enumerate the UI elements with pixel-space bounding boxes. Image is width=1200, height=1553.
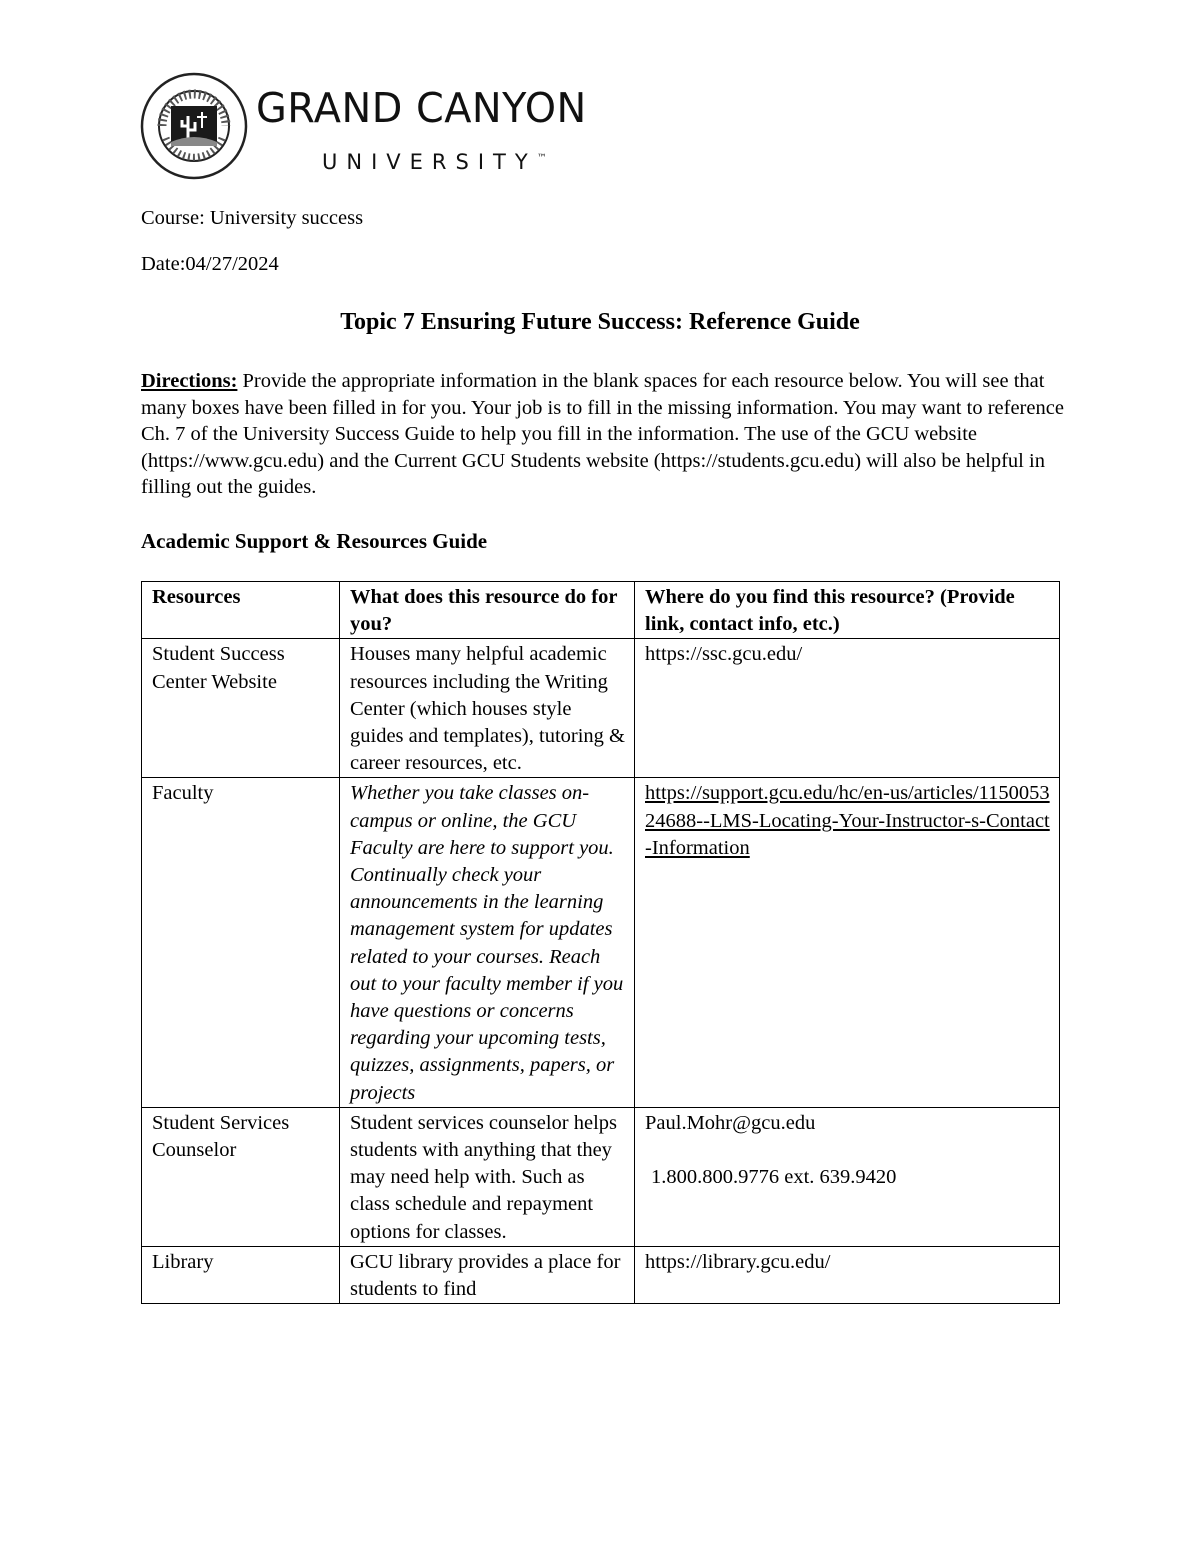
wordmark-name: GRAND CANYON: [256, 84, 587, 132]
counselor-email: Paul.Mohr@gcu.edu: [645, 1111, 816, 1134]
page-title: Topic 7 Ensuring Future Success: Reference Guide: [340, 309, 860, 335]
resource-description: GCU library provides a place for students to find: [340, 1246, 635, 1303]
course-line: Course: University success: [141, 207, 364, 229]
resource-location-cell: [635, 778, 1060, 1107]
table-header-row: [142, 582, 1060, 639]
resource-name: Library: [142, 1246, 340, 1303]
resource-location-cell: [635, 1107, 1060, 1246]
wordmark-subtitle: UNIVERSITY™: [322, 150, 547, 174]
directions-label: Directions:: [141, 370, 238, 392]
faculty-support-link[interactable]: https://support.gcu.edu/hc/en-us/articles/115005324688--LMS-Locating-Your-Instructor-s-Contact-Information: [645, 782, 1050, 859]
directions-paragraph: [141, 368, 1071, 501]
resource-description: Student services counselor helps students with anything that they may need help with. Such as class schedule and repayment options for classes.: [340, 1107, 635, 1246]
resource-name: Student Services Counselor: [142, 1107, 340, 1246]
table-row: [142, 1246, 1060, 1303]
table-row: [142, 639, 1060, 778]
gcu-logo: [140, 72, 620, 182]
header-what: What does this resource do for you?: [340, 582, 635, 639]
resource-description: Houses many helpful academic resources including the Writing Center (which houses style guides and templates), tutoring & career resources, etc.: [340, 639, 635, 778]
table-row: [142, 778, 1060, 1107]
guide-heading: Academic Support & Resources Guide: [141, 529, 488, 553]
resource-location: https://library.gcu.edu/: [635, 1246, 1060, 1303]
header-where: Where do you find this resource? (Provide link, contact info, etc.): [635, 582, 1060, 639]
resource-location: https://ssc.gcu.edu/: [635, 639, 1060, 778]
directions-text: Provide the appropriate information in the blank spaces for each resource below. You will see that many boxes have been filled in for you. Your job is to fill in the missing information. You may want to reference Ch. 7 of the University Success Guide to help you fill in the information. The use of the GCU website (https://www.gcu.edu) and the Current GCU Students website (https://students.gcu.edu) will also be helpful in filling out the guides.: [141, 370, 1064, 499]
university-seal-icon: [140, 72, 248, 180]
counselor-phone: 1.800.800.9776 ext. 639.9420: [651, 1166, 897, 1189]
date-line: Date:04/27/2024: [141, 253, 279, 275]
table-row: [142, 1107, 1060, 1246]
resource-name: Faculty: [142, 778, 340, 1107]
resource-description: Whether you take classes on-campus or online, the GCU Faculty are here to support you. Continually check your announcements in the learning management system for updates related to your courses. Reach out to your faculty member if you have questions or concerns regarding your upcoming tests, quizzes, assignments, papers, or projects: [340, 778, 635, 1107]
resource-name: Student Success Center Website: [142, 639, 340, 778]
header-resources: Resources: [142, 582, 340, 639]
resources-table: [141, 581, 1060, 1304]
